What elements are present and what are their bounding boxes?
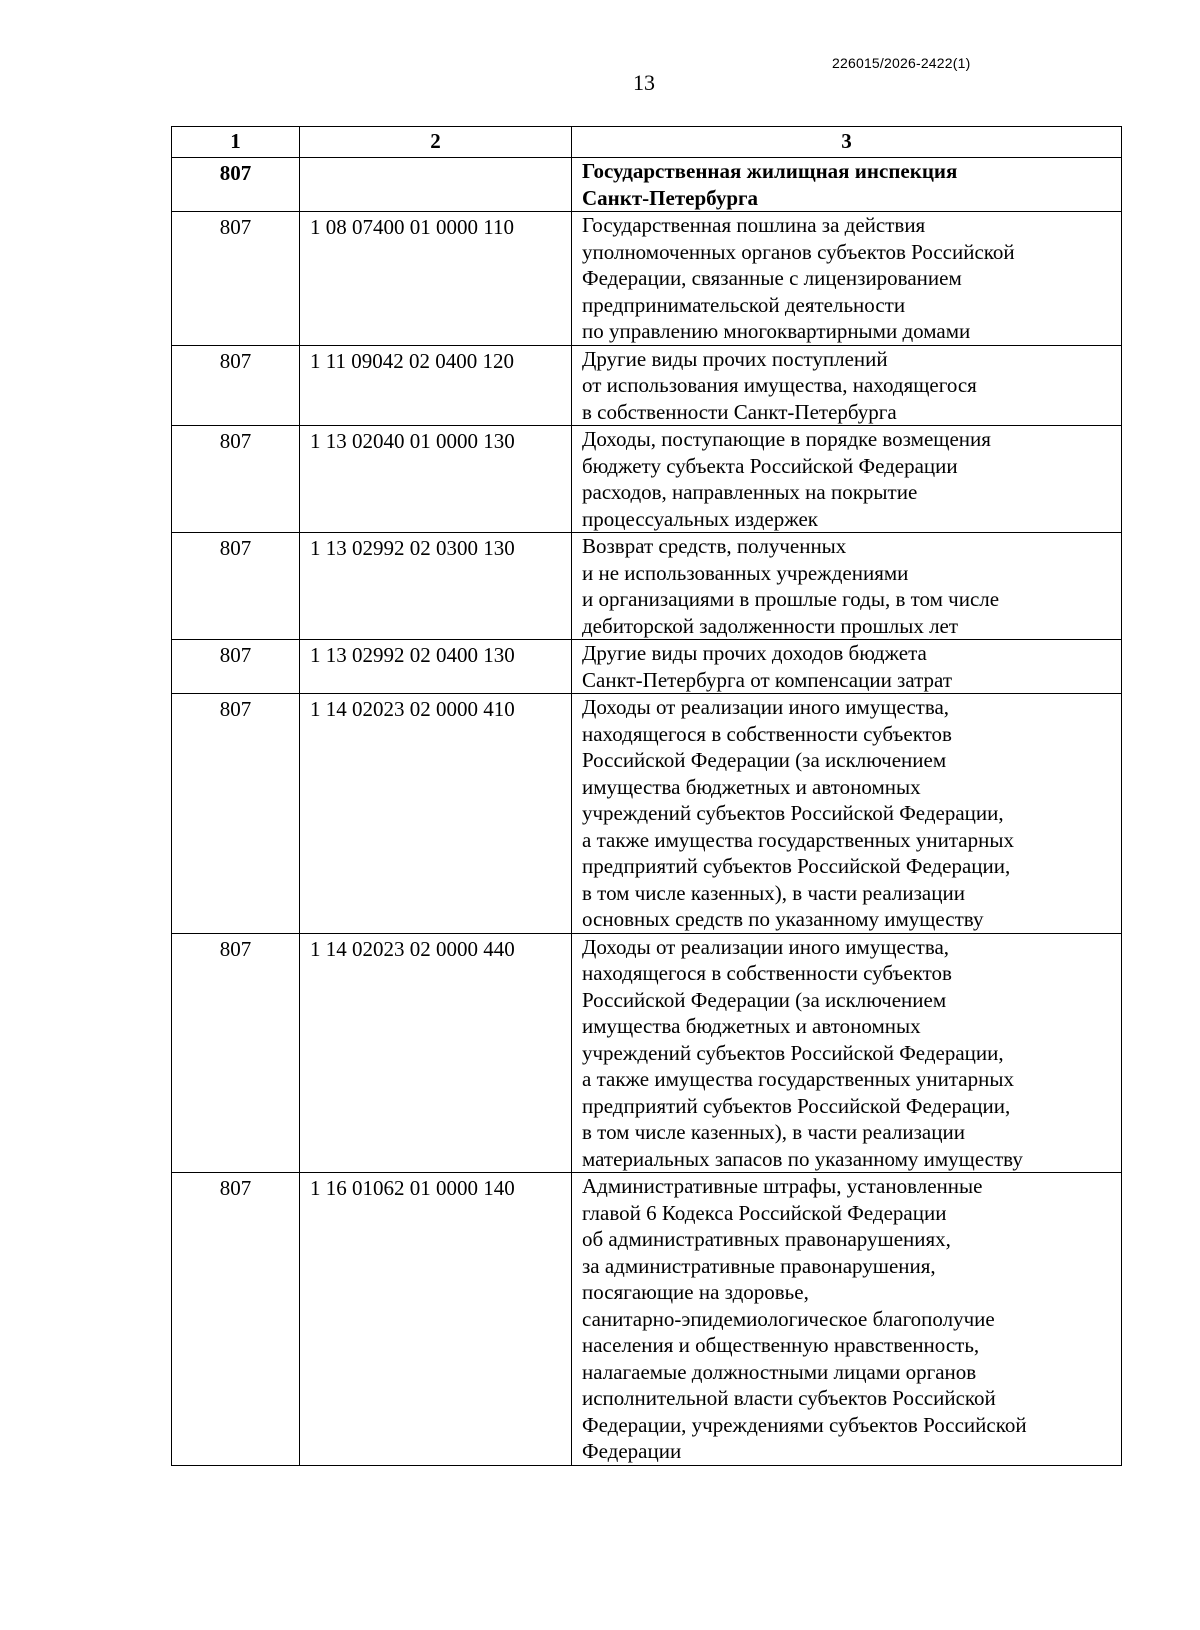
revenue-code-cell: 1 16 01062 01 0000 140 <box>300 1173 572 1466</box>
revenue-code-cell: 1 13 02992 02 0400 130 <box>300 640 572 694</box>
admin-code-cell: 807 <box>172 212 300 346</box>
table-row <box>172 158 1122 212</box>
revenue-description-cell: Доходы от реализации иного имущества, находящегося в собственности субъектов Российской Федерации (за исключением имущества бюджетных и автономных учреждений субъектов Российской Федерации, а также имущества государственных унитарных предприятий субъектов Российской Федерации, в том числе казенных), в части реализации основных средств по указанному имуществу <box>572 694 1122 934</box>
page-number: 13 <box>633 70 655 95</box>
revenue-code-cell: 1 08 07400 01 0000 110 <box>300 212 572 346</box>
revenue-code-cell: 1 13 02992 02 0300 130 <box>300 533 572 640</box>
revenue-description-cell: Другие виды прочих доходов бюджета Санкт-Петербурга от компенсации затрат <box>572 640 1122 694</box>
revenue-code-cell: 1 13 02040 01 0000 130 <box>300 426 572 533</box>
revenue-description-cell: Государственная жилищная инспекция Санкт-Петербурга <box>572 158 1122 212</box>
revenue-description-cell: Доходы, поступающие в порядке возмещения бюджету субъекта Российской Федерации расходов, направленных на покрытие процессуальных издержек <box>572 426 1122 533</box>
column-header-3: 3 <box>572 127 1122 158</box>
revenue-code-cell: 1 14 02023 02 0000 410 <box>300 694 572 934</box>
table-row <box>172 640 1122 694</box>
revenue-description-cell: Доходы от реализации иного имущества, находящегося в собственности субъектов Российской Федерации (за исключением имущества бюджетных и автономных учреждений субъектов Российской Федерации, а также имущества государственных унитарных предприятий субъектов Российской Федерации, в том числе казенных), в части реализации материальных запасов по указанному имуществу <box>572 933 1122 1173</box>
table-row <box>172 426 1122 533</box>
revenue-code-cell: 1 11 09042 02 0400 120 <box>300 345 572 426</box>
revenue-description-cell: Государственная пошлина за действия уполномоченных органов субъектов Российской Федерации, связанные с лицензированием предпринимательской деятельности по управлению многоквартирными домами <box>572 212 1122 346</box>
admin-code-cell: 807 <box>172 533 300 640</box>
revenue-code-cell <box>300 158 572 212</box>
admin-code-cell: 807 <box>172 933 300 1173</box>
admin-code-cell: 807 <box>172 640 300 694</box>
table-row <box>172 533 1122 640</box>
column-header-2: 2 <box>300 127 572 158</box>
table-row <box>172 694 1122 934</box>
budget-revenue-table <box>171 126 1122 1466</box>
admin-code-cell: 807 <box>172 426 300 533</box>
revenue-description-cell: Другие виды прочих поступлений от использования имущества, находящегося в собственности Санкт-Петербурга <box>572 345 1122 426</box>
revenue-description-cell: Административные штрафы, установленные главой 6 Кодекса Российской Федерации об административных правонарушениях, за административные правонарушения, посягающие на здоровье, санитарно-эпидемиологическое благополучие населения и общественную нравственность, налагаемые должностными лицами органов исполнительной власти субъектов Российской Федерации, учреждениями субъектов Российской Федерации <box>572 1173 1122 1466</box>
table-row <box>172 933 1122 1173</box>
table-row <box>172 1173 1122 1466</box>
admin-code-cell: 807 <box>172 158 300 212</box>
admin-code-cell: 807 <box>172 345 300 426</box>
table-row <box>172 212 1122 346</box>
column-header-1: 1 <box>172 127 300 158</box>
admin-code-cell: 807 <box>172 1173 300 1466</box>
document-id: 226015/2026-2422(1) <box>832 55 971 71</box>
table-row <box>172 345 1122 426</box>
table-header-row <box>172 127 1122 158</box>
revenue-description-cell: Возврат средств, полученных и не использованных учреждениями и организациями в прошлые годы, в том числе дебиторской задолженности прошлых лет <box>572 533 1122 640</box>
admin-code-cell: 807 <box>172 694 300 934</box>
revenue-code-cell: 1 14 02023 02 0000 440 <box>300 933 572 1173</box>
table-body <box>172 158 1122 1466</box>
